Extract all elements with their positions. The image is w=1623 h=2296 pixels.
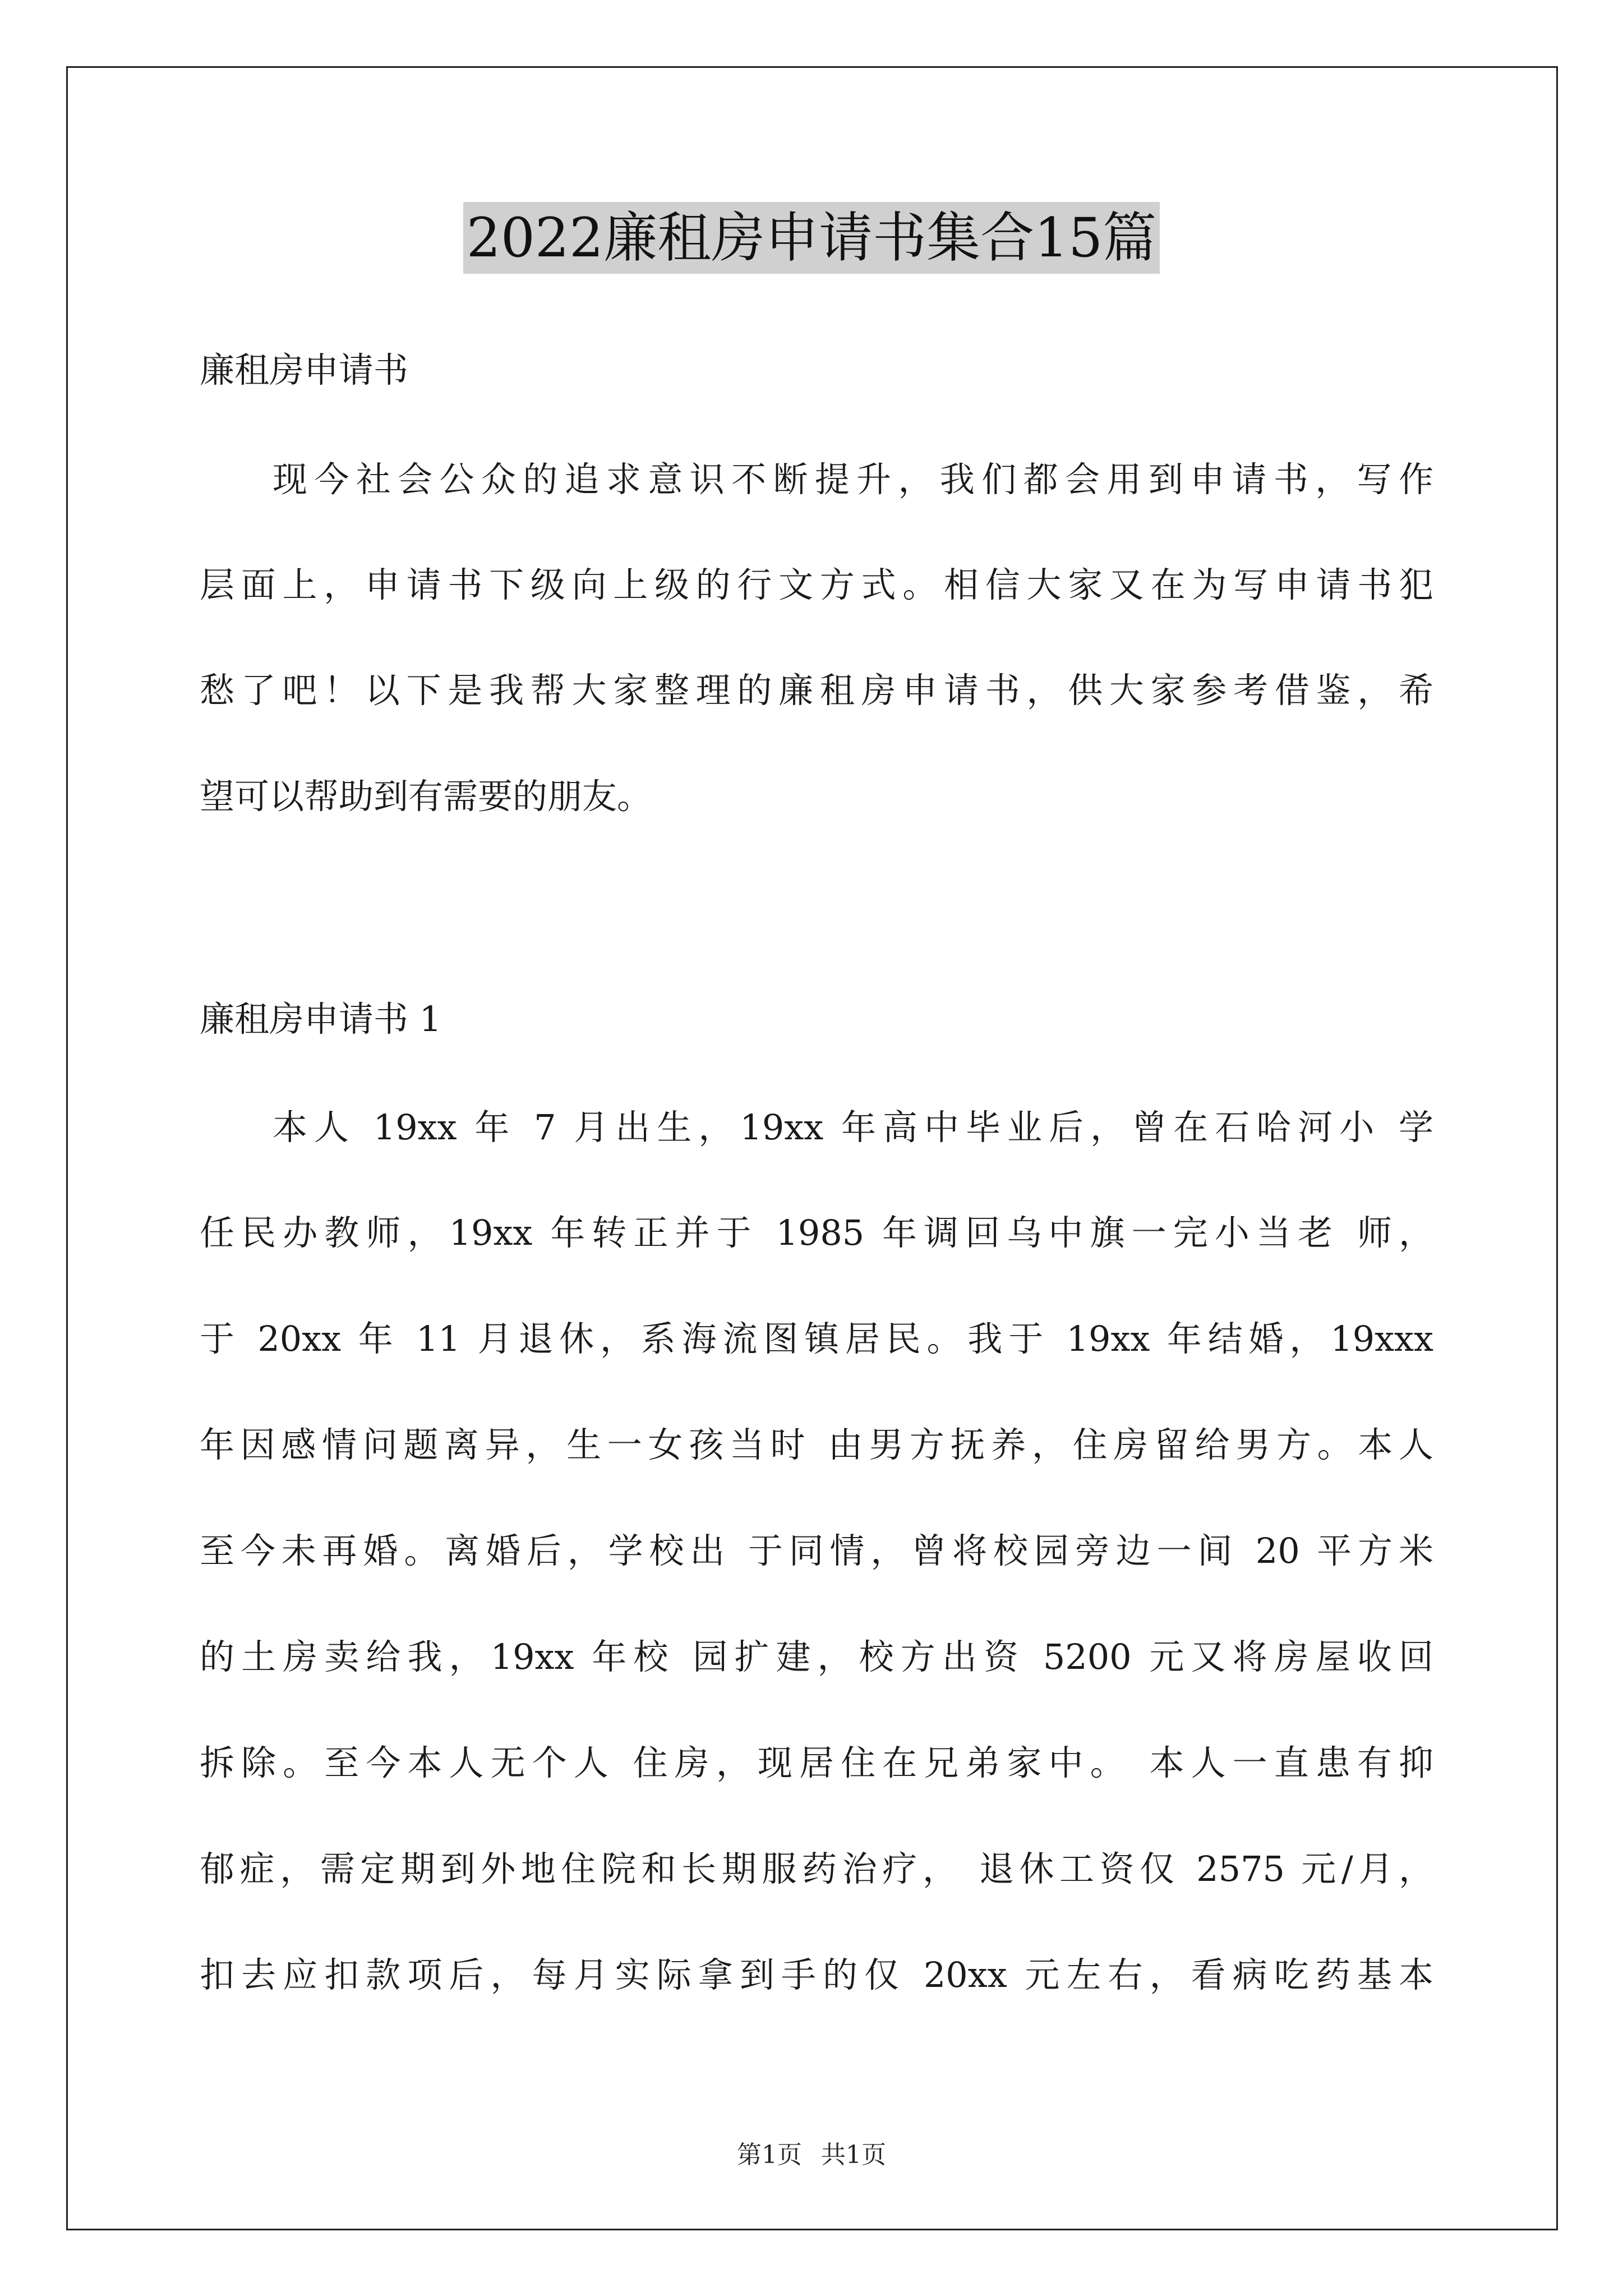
paragraph-line: 郁症，需定期到外地住院和长期服药治疗， 退休工资仅 2575 元/月，: [200, 1848, 1433, 1889]
page-footer: [0, 2138, 1623, 2172]
paragraph-line: 年因感情问题离异，生一女孩当时 由男方抚养，住房留给男方。本人: [200, 1424, 1433, 1465]
section-heading: 廉租房申请书 1: [200, 999, 442, 1039]
paragraph-line: 于 20xx 年 11 月退休，系海流图镇居民。我于 19xx 年结婚，19xxx: [200, 1318, 1433, 1359]
paragraph-line: 层面上，申请书下级向上级的行文方式。相信大家又在为写申请书犯: [200, 564, 1433, 605]
page-number: 第1页: [737, 2141, 802, 2169]
paragraph-line: 本人 19xx 年 7 月出生，19xx 年高中毕业后，曾在石哈河小 学: [273, 1107, 1433, 1148]
title-container: [0, 202, 1623, 274]
paragraph-line: 愁了吧！以下是我帮大家整理的廉租房申请书，供大家参考借鉴，希: [200, 670, 1433, 711]
paragraph-line: 现今社会公众的追求意识不断提升，我们都会用到申请书，写作: [273, 459, 1433, 500]
paragraph-line: 扣去应扣款项后，每月实际拿到手的仅 20xx 元左右，看病吃药基本: [200, 1954, 1433, 1995]
document-title: 2022廉租房申请书集合15篇: [463, 202, 1160, 274]
paragraph-line: 的土房卖给我，19xx 年校 园扩建，校方出资 5200 元又将房屋收回: [200, 1636, 1433, 1677]
paragraph-line: 任民办教师，19xx 年转正并于 1985 年调回乌中旗一完小当老 师，: [200, 1212, 1433, 1253]
intro-heading: 廉租房申请书: [200, 349, 409, 390]
page-total: 共1页: [821, 2141, 886, 2169]
paragraph-line: 望可以帮助到有需要的朋友。: [200, 776, 652, 817]
paragraph-line: 至今未再婚。离婚后，学校出 于同情，曾将校园旁边一间 20 平方米: [200, 1530, 1433, 1571]
paragraph-line: 拆除。至今本人无个人 住房，现居住在兄弟家中。 本人一直患有抑: [200, 1742, 1433, 1783]
